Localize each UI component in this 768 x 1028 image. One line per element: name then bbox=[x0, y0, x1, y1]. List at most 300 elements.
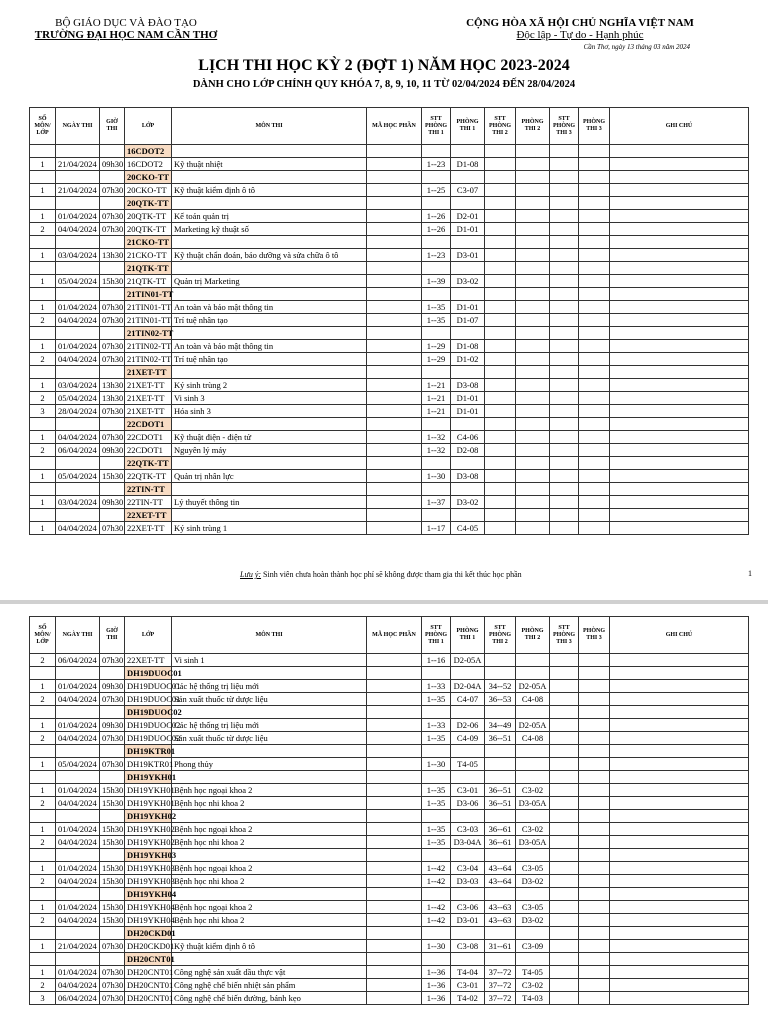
cell-stt2: 36--53 bbox=[485, 693, 516, 706]
cell-no: 1 bbox=[30, 275, 56, 288]
cell-stt1: 1--35 bbox=[422, 693, 451, 706]
cell-stt2: 43--63 bbox=[485, 914, 516, 927]
table-cell bbox=[579, 771, 610, 784]
cell-room1: C3-01 bbox=[451, 979, 485, 992]
table-cell bbox=[56, 771, 100, 784]
table-cell bbox=[610, 197, 749, 210]
column-header: GIỜ THI bbox=[100, 108, 125, 145]
table-cell bbox=[516, 745, 550, 758]
table-cell bbox=[516, 171, 550, 184]
table-cell bbox=[172, 418, 367, 431]
cell-note bbox=[610, 223, 749, 236]
column-header: STT PHÒNG THI 3 bbox=[550, 108, 579, 145]
cell-room1: D2-06 bbox=[451, 719, 485, 732]
cell-room2 bbox=[516, 496, 550, 509]
cell-date: 28/04/2024 bbox=[56, 405, 100, 418]
cell-cls: 22QTK-TT bbox=[125, 470, 172, 483]
column-header: PHÒNG THI 2 bbox=[516, 617, 550, 654]
cell-note bbox=[610, 680, 749, 693]
table-cell bbox=[516, 418, 550, 431]
cell-stt2: 34--49 bbox=[485, 719, 516, 732]
cell-no: 1 bbox=[30, 823, 56, 836]
cell-room3 bbox=[579, 275, 610, 288]
cell-note bbox=[610, 184, 749, 197]
cell-no: 2 bbox=[30, 875, 56, 888]
cell-subject: Ký sinh trùng 1 bbox=[172, 522, 367, 535]
cell-room2: C3-05 bbox=[516, 862, 550, 875]
cell-stt1: 1--16 bbox=[422, 654, 451, 667]
table-cell bbox=[579, 745, 610, 758]
table-cell bbox=[485, 418, 516, 431]
cell-code bbox=[367, 797, 422, 810]
table-cell bbox=[172, 706, 367, 719]
national-slogan: Độc lập - Tự do - Hạnh phúc bbox=[516, 29, 644, 41]
cell-code bbox=[367, 693, 422, 706]
table-cell bbox=[451, 197, 485, 210]
class-group-row bbox=[30, 145, 749, 158]
national-header bbox=[410, 17, 750, 53]
exam-row bbox=[30, 379, 749, 392]
cell-room3 bbox=[579, 314, 610, 327]
table-cell bbox=[451, 849, 485, 862]
table-cell bbox=[30, 236, 56, 249]
cell-time: 09h30 bbox=[100, 719, 125, 732]
cell-stt2: 37--72 bbox=[485, 979, 516, 992]
exam-row bbox=[30, 719, 749, 732]
class-group-label: DH19YKH03 bbox=[125, 849, 172, 862]
cell-room1: D2-01 bbox=[451, 210, 485, 223]
cell-no: 2 bbox=[30, 223, 56, 236]
cell-stt2: 36--51 bbox=[485, 784, 516, 797]
cell-room2 bbox=[516, 249, 550, 262]
cell-no: 1 bbox=[30, 680, 56, 693]
table-cell bbox=[550, 667, 579, 680]
cell-room1: D3-02 bbox=[451, 496, 485, 509]
table-cell bbox=[550, 810, 579, 823]
cell-no: 2 bbox=[30, 914, 56, 927]
class-group-row bbox=[30, 810, 749, 823]
table-cell bbox=[485, 706, 516, 719]
cell-subject: Kỹ thuật nhiệt bbox=[172, 158, 367, 171]
cell-stt1: 1--35 bbox=[422, 836, 451, 849]
cell-room3 bbox=[579, 732, 610, 745]
class-group-row bbox=[30, 457, 749, 470]
column-header: SỐ MÔN/ LỚP bbox=[30, 617, 56, 654]
cell-stt1: 1--42 bbox=[422, 901, 451, 914]
table-cell bbox=[579, 483, 610, 496]
table-cell bbox=[451, 888, 485, 901]
cell-stt2 bbox=[485, 758, 516, 771]
cell-cls: DH19YKH03 bbox=[125, 875, 172, 888]
cell-cls: DH19YKH02 bbox=[125, 823, 172, 836]
table-cell bbox=[422, 810, 451, 823]
cell-time: 07h30 bbox=[100, 340, 125, 353]
table-cell bbox=[579, 197, 610, 210]
table-cell bbox=[516, 667, 550, 680]
table-cell bbox=[550, 953, 579, 966]
ministry-name: BỘ GIÁO DỤC VÀ ĐÀO TẠO bbox=[55, 17, 197, 29]
cell-no: 1 bbox=[30, 758, 56, 771]
table-cell bbox=[56, 509, 100, 522]
cell-room3 bbox=[579, 379, 610, 392]
cell-subject: Bệnh học nhi khoa 2 bbox=[172, 875, 367, 888]
cell-no: 1 bbox=[30, 940, 56, 953]
table-cell bbox=[30, 745, 56, 758]
cell-code bbox=[367, 301, 422, 314]
cell-room1: C3-08 bbox=[451, 940, 485, 953]
cell-room2: C3-02 bbox=[516, 979, 550, 992]
cell-room1: D2-05A bbox=[451, 654, 485, 667]
class-group-row bbox=[30, 236, 749, 249]
column-header: NGÀY THI bbox=[56, 617, 100, 654]
column-header: PHÒNG THI 1 bbox=[451, 617, 485, 654]
cell-note bbox=[610, 340, 749, 353]
column-header: PHÒNG THI 1 bbox=[451, 108, 485, 145]
class-group-label: 21CKO-TT bbox=[125, 236, 172, 249]
cell-date: 06/04/2024 bbox=[56, 654, 100, 667]
table-cell bbox=[100, 810, 125, 823]
table-cell bbox=[516, 197, 550, 210]
cell-subject: Trí tuệ nhân tạo bbox=[172, 353, 367, 366]
cell-room2 bbox=[516, 522, 550, 535]
cell-room2: C3-05 bbox=[516, 901, 550, 914]
table-cell bbox=[172, 927, 367, 940]
table-cell bbox=[550, 418, 579, 431]
table-cell bbox=[367, 145, 422, 158]
table-cell bbox=[485, 171, 516, 184]
cell-time: 07h30 bbox=[100, 693, 125, 706]
cell-stt1: 1--32 bbox=[422, 431, 451, 444]
cell-note bbox=[610, 979, 749, 992]
table-cell bbox=[579, 418, 610, 431]
table-cell bbox=[172, 849, 367, 862]
table-cell bbox=[550, 849, 579, 862]
table-cell bbox=[610, 810, 749, 823]
cell-stt1: 1--30 bbox=[422, 758, 451, 771]
cell-date: 01/04/2024 bbox=[56, 340, 100, 353]
cell-note bbox=[610, 405, 749, 418]
table-cell bbox=[100, 327, 125, 340]
table-cell bbox=[56, 667, 100, 680]
class-group-row bbox=[30, 745, 749, 758]
cell-room3 bbox=[579, 654, 610, 667]
table-cell bbox=[367, 197, 422, 210]
table-cell bbox=[172, 745, 367, 758]
table-cell bbox=[367, 457, 422, 470]
table-cell bbox=[451, 236, 485, 249]
cell-stt1: 1--37 bbox=[422, 496, 451, 509]
cell-room3 bbox=[579, 522, 610, 535]
cell-time: 07h30 bbox=[100, 966, 125, 979]
table-cell bbox=[579, 888, 610, 901]
cell-code bbox=[367, 275, 422, 288]
table-cell bbox=[485, 262, 516, 275]
table-cell bbox=[100, 366, 125, 379]
table-cell bbox=[422, 888, 451, 901]
cell-room1: D1-01 bbox=[451, 405, 485, 418]
cell-stt2: 31--61 bbox=[485, 940, 516, 953]
cell-date: 04/04/2024 bbox=[56, 314, 100, 327]
cell-room1: D3-06 bbox=[451, 797, 485, 810]
footnote-label: Lưu ý: bbox=[240, 570, 262, 579]
table-cell bbox=[100, 745, 125, 758]
cell-stt2: 43--64 bbox=[485, 862, 516, 875]
table-cell bbox=[451, 366, 485, 379]
footnote bbox=[240, 570, 522, 579]
table-cell bbox=[516, 288, 550, 301]
cell-time: 15h30 bbox=[100, 784, 125, 797]
class-group-label: DH20CKD01 bbox=[125, 927, 172, 940]
column-header: MÔN THI bbox=[172, 617, 367, 654]
cell-subject: Bệnh học nhi khoa 2 bbox=[172, 914, 367, 927]
cell-time: 15h30 bbox=[100, 875, 125, 888]
table-cell bbox=[451, 418, 485, 431]
table-cell bbox=[172, 509, 367, 522]
table-cell bbox=[485, 327, 516, 340]
table-cell bbox=[610, 171, 749, 184]
cell-subject: Công nghệ chế biến đường, bánh kẹo bbox=[172, 992, 367, 1005]
table-cell bbox=[550, 771, 579, 784]
cell-time: 07h30 bbox=[100, 301, 125, 314]
cell-code bbox=[367, 379, 422, 392]
exam-schedule-table bbox=[29, 107, 749, 535]
cell-note bbox=[610, 823, 749, 836]
exam-row bbox=[30, 784, 749, 797]
table-cell bbox=[30, 810, 56, 823]
exam-row bbox=[30, 301, 749, 314]
cell-stt3 bbox=[550, 875, 579, 888]
cell-date: 04/04/2024 bbox=[56, 979, 100, 992]
cell-note bbox=[610, 470, 749, 483]
cell-code bbox=[367, 758, 422, 771]
cell-code bbox=[367, 862, 422, 875]
column-header: PHÒNG THI 3 bbox=[579, 617, 610, 654]
cell-stt3 bbox=[550, 732, 579, 745]
table-cell bbox=[172, 171, 367, 184]
table-cell bbox=[516, 509, 550, 522]
cell-room1: T4-02 bbox=[451, 992, 485, 1005]
cell-stt2: 43--64 bbox=[485, 875, 516, 888]
exam-row bbox=[30, 680, 749, 693]
cell-room3 bbox=[579, 405, 610, 418]
cell-no: 3 bbox=[30, 405, 56, 418]
cell-cls: DH19YKH01 bbox=[125, 784, 172, 797]
cell-note bbox=[610, 732, 749, 745]
cell-code bbox=[367, 680, 422, 693]
table-cell bbox=[451, 771, 485, 784]
table-cell bbox=[516, 236, 550, 249]
table-cell bbox=[56, 810, 100, 823]
footnote-text: Sinh viên chưa hoàn thành học phí sẽ không được tham gia thi kết thúc học phần bbox=[261, 570, 522, 579]
table-cell bbox=[579, 810, 610, 823]
table-cell bbox=[485, 457, 516, 470]
table-cell bbox=[610, 145, 749, 158]
table-cell bbox=[610, 927, 749, 940]
table-cell bbox=[100, 509, 125, 522]
table-cell bbox=[422, 171, 451, 184]
table-cell bbox=[100, 171, 125, 184]
class-group-row bbox=[30, 288, 749, 301]
cell-no: 1 bbox=[30, 522, 56, 535]
cell-stt3 bbox=[550, 184, 579, 197]
cell-stt3 bbox=[550, 901, 579, 914]
table-cell bbox=[516, 327, 550, 340]
table-cell bbox=[485, 667, 516, 680]
class-group-label: 20QTK-TT bbox=[125, 197, 172, 210]
cell-date: 04/04/2024 bbox=[56, 431, 100, 444]
cell-subject: Kỹ thuật chẩn đoán, bảo dưỡng và sửa chữa ô tô bbox=[172, 249, 367, 262]
cell-time: 13h30 bbox=[100, 249, 125, 262]
column-header: STT PHÒNG THI 2 bbox=[485, 108, 516, 145]
cell-stt3 bbox=[550, 275, 579, 288]
cell-room1: C4-06 bbox=[451, 431, 485, 444]
table-cell bbox=[516, 262, 550, 275]
cell-room1: C3-04 bbox=[451, 862, 485, 875]
cell-room2 bbox=[516, 184, 550, 197]
class-group-label: DH19KTR01 bbox=[125, 745, 172, 758]
cell-stt3 bbox=[550, 654, 579, 667]
cell-room1: C4-07 bbox=[451, 693, 485, 706]
class-group-row bbox=[30, 262, 749, 275]
cell-note bbox=[610, 158, 749, 171]
table-cell bbox=[485, 236, 516, 249]
cell-code bbox=[367, 823, 422, 836]
cell-stt2 bbox=[485, 353, 516, 366]
class-group-label: 21XET-TT bbox=[125, 366, 172, 379]
table-cell bbox=[579, 145, 610, 158]
table-cell bbox=[610, 288, 749, 301]
cell-date: 01/04/2024 bbox=[56, 966, 100, 979]
table-cell bbox=[56, 457, 100, 470]
exam-row bbox=[30, 392, 749, 405]
cell-subject: Quản trị nhân lực bbox=[172, 470, 367, 483]
cell-date: 04/04/2024 bbox=[56, 353, 100, 366]
class-group-row bbox=[30, 171, 749, 184]
table-cell bbox=[56, 262, 100, 275]
cell-no: 1 bbox=[30, 340, 56, 353]
table-cell bbox=[451, 927, 485, 940]
cell-stt2: 36--51 bbox=[485, 732, 516, 745]
exam-row bbox=[30, 275, 749, 288]
cell-cls: DH20CKD01 bbox=[125, 940, 172, 953]
exam-row bbox=[30, 405, 749, 418]
cell-date: 06/04/2024 bbox=[56, 992, 100, 1005]
table-cell bbox=[485, 810, 516, 823]
cell-time: 07h30 bbox=[100, 314, 125, 327]
cell-stt3 bbox=[550, 353, 579, 366]
table-cell bbox=[367, 509, 422, 522]
cell-cls: DH20CNT01 bbox=[125, 992, 172, 1005]
class-group-row bbox=[30, 366, 749, 379]
document-date: Cần Thơ, ngày 13 tháng 03 năm 2024 bbox=[583, 43, 690, 51]
cell-time: 09h30 bbox=[100, 444, 125, 457]
cell-stt1: 1--33 bbox=[422, 719, 451, 732]
table-cell bbox=[367, 927, 422, 940]
cell-room3 bbox=[579, 875, 610, 888]
table-cell bbox=[610, 457, 749, 470]
cell-date: 04/04/2024 bbox=[56, 693, 100, 706]
cell-subject: Bệnh học nhi khoa 2 bbox=[172, 797, 367, 810]
cell-time: 13h30 bbox=[100, 392, 125, 405]
table-cell bbox=[610, 953, 749, 966]
table-cell bbox=[172, 145, 367, 158]
cell-date: 01/04/2024 bbox=[56, 901, 100, 914]
table-cell bbox=[485, 483, 516, 496]
cell-subject: Lý thuyết thông tin bbox=[172, 496, 367, 509]
table-cell bbox=[516, 483, 550, 496]
cell-subject: Marketing kỹ thuật số bbox=[172, 223, 367, 236]
table-cell bbox=[610, 888, 749, 901]
cell-cls: 22XET-TT bbox=[125, 654, 172, 667]
cell-stt3 bbox=[550, 496, 579, 509]
cell-room3 bbox=[579, 784, 610, 797]
exam-row bbox=[30, 184, 749, 197]
cell-no: 1 bbox=[30, 249, 56, 262]
class-group-label: 21TIN01-TT bbox=[125, 288, 172, 301]
table-cell bbox=[485, 366, 516, 379]
exam-row bbox=[30, 992, 749, 1005]
cell-room3 bbox=[579, 836, 610, 849]
column-header: GIỜ THI bbox=[100, 617, 125, 654]
class-group-row bbox=[30, 418, 749, 431]
cell-note bbox=[610, 758, 749, 771]
cell-code bbox=[367, 875, 422, 888]
cell-room3 bbox=[579, 340, 610, 353]
cell-room1: D3-02 bbox=[451, 275, 485, 288]
exam-row bbox=[30, 797, 749, 810]
page-2 bbox=[0, 600, 768, 1028]
cell-stt2 bbox=[485, 496, 516, 509]
table-cell bbox=[100, 706, 125, 719]
cell-stt2 bbox=[485, 249, 516, 262]
table-cell bbox=[56, 197, 100, 210]
cell-room2 bbox=[516, 223, 550, 236]
cell-cls: 20CKO-TT bbox=[125, 184, 172, 197]
cell-stt1: 1--26 bbox=[422, 223, 451, 236]
cell-stt3 bbox=[550, 223, 579, 236]
table-cell bbox=[451, 509, 485, 522]
table-cell bbox=[579, 457, 610, 470]
cell-code bbox=[367, 522, 422, 535]
cell-room2: D2-05A bbox=[516, 719, 550, 732]
cell-cls: 20QTK-TT bbox=[125, 223, 172, 236]
exam-row bbox=[30, 654, 749, 667]
table-cell bbox=[451, 953, 485, 966]
column-header: STT PHÒNG THI 1 bbox=[422, 617, 451, 654]
cell-stt1: 1--39 bbox=[422, 275, 451, 288]
cell-code bbox=[367, 784, 422, 797]
cell-room2 bbox=[516, 158, 550, 171]
cell-subject: Hóa sinh 3 bbox=[172, 405, 367, 418]
cell-room2 bbox=[516, 431, 550, 444]
table-cell bbox=[485, 849, 516, 862]
table-cell bbox=[56, 418, 100, 431]
cell-cls: DH20CNT01 bbox=[125, 966, 172, 979]
table-cell bbox=[100, 483, 125, 496]
table-cell bbox=[610, 262, 749, 275]
table-cell bbox=[550, 197, 579, 210]
cell-code bbox=[367, 353, 422, 366]
cell-room2: D3-05A bbox=[516, 797, 550, 810]
class-group-label: 22QTK-TT bbox=[125, 457, 172, 470]
table-cell bbox=[451, 706, 485, 719]
cell-stt3 bbox=[550, 249, 579, 262]
cell-no: 2 bbox=[30, 444, 56, 457]
class-group-label: DH19YKH04 bbox=[125, 888, 172, 901]
cell-stt2 bbox=[485, 184, 516, 197]
cell-stt1: 1--36 bbox=[422, 966, 451, 979]
cell-cls: 21XET-TT bbox=[125, 379, 172, 392]
